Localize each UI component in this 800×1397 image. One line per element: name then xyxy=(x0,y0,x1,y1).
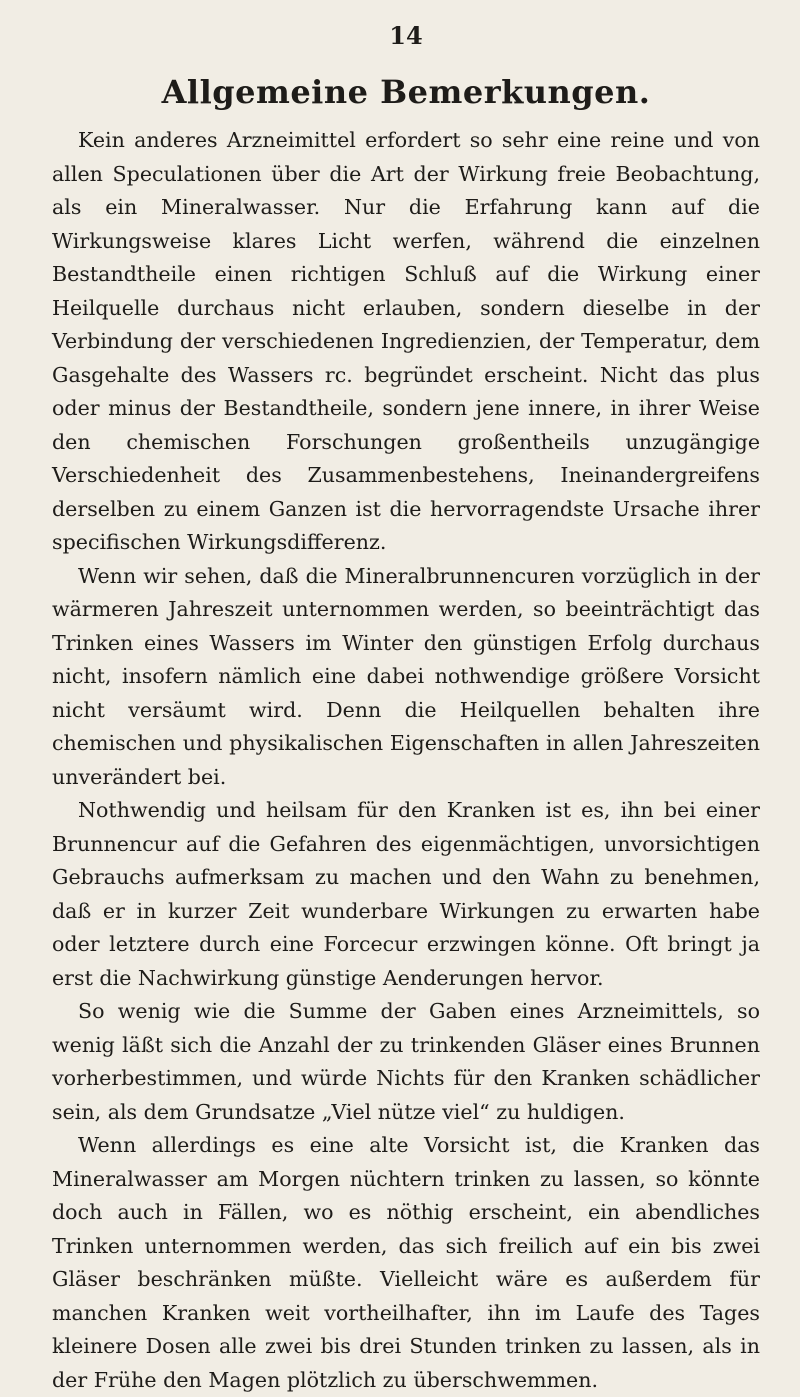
body-text xyxy=(52,124,760,1397)
paragraph: Wenn wir sehen, daß die Mineralbrunnencuren vorzüglich in der wärmeren Jahreszeit unternommen werden, so beeinträchtigt das Trinken eines Wassers im Winter den günstigen Erfolg durchaus nicht, insofern nämlich eine dabei nothwendige größere Vorsicht nicht versäumt wird. Denn die Heilquellen behalten ihre chemischen und physikalischen Eigenschaften in allen Jahreszeiten unverändert bei. xyxy=(52,563,760,789)
page-number: 14 xyxy=(389,21,423,50)
paragraph: Nothwendig und heilsam für den Kranken ist es, ihn bei einer Brunnencur auf die Gefahren des eigenmächtigen, unvorsichtigen Gebrauchs aufmerksam zu machen und den Wahn zu benehmen, daß er in kurzer Zeit wunderbare Wirkungen zu erwarten habe oder letztere durch eine Forcecur erzwingen könne. Oft bringt ja erst die Nachwirkung günstige Aenderungen hervor. xyxy=(52,798,760,990)
paragraph: Wenn allerdings es eine alte Vorsicht ist, die Kranken das Mineralwasser am Morgen nüchtern trinken zu lassen, so könnte doch auch in Fällen, wo es nöthig erscheint, ein abendliches Trinken unternommen werden, das sich freilich auf ein bis zwei Gläser beschränken müßte. Vielleicht wäre es außerdem für manchen Kranken weit vortheilhafter, ihn im Laufe des Tages kleinere Dosen alle zwei bis drei Stunden trinken zu lassen, als in der Frühe den Magen plötzlich zu überschwemmen. xyxy=(52,1133,760,1392)
paragraph: So wenig wie die Summe der Gaben eines Arzneimittels, so wenig läßt sich die Anzahl der zu trinkenden Gläser eines Brunnen vorherbestimmen, und würde Nichts für den Kranken schädlicher sein, als dem Grundsatze „Viel nütze viel“ zu huldigen. xyxy=(52,999,760,1124)
section-heading: Allgemeine Bemerkungen. xyxy=(161,73,651,111)
paragraph: Kein anderes Arzneimittel erfordert so sehr eine reine und von allen Speculationen über die Art der Wirkung freie Beobachtung, als ein Mineralwasser. Nur die Erfahrung kann auf die Wirkungsweise klares Licht werfen, während die einzelnen Bestandtheile einen richtigen Schluß auf die Wirkung einer Heilquelle durchaus nicht erlauben, sondern dieselbe in der Verbindung der verschiedenen Ingredienzien, der Temperatur, dem Gasgehalte des Wassers rc. begründet erscheint. Nicht das plus oder minus der Bestandtheile, sondern jene innere, in ihrer Weise den chemischen Forschungen großentheils unzugängige Verschiedenheit des Zusammenbestehens, Ineinandergreifens derselben zu einem Ganzen ist die hervorragendste Ursache ihrer specifischen Wirkungsdifferenz. xyxy=(52,128,760,554)
